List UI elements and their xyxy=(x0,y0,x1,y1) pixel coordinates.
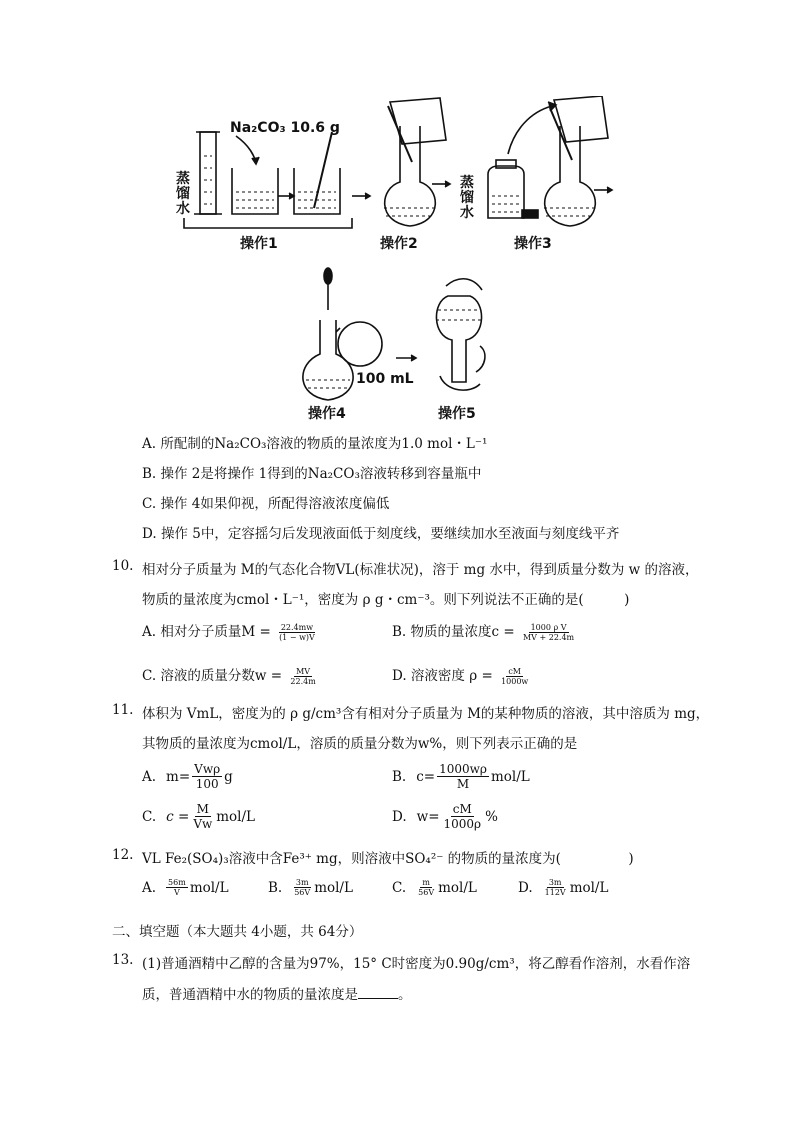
denominator: 56V xyxy=(418,888,435,897)
denominator: 112V xyxy=(544,888,566,897)
magnifier-circle xyxy=(338,322,382,366)
fraction xyxy=(277,623,317,642)
numerator: 3m xyxy=(295,878,309,887)
section-2-heading: 二、填空题（本大题共 4小题，共 64分） xyxy=(112,924,363,940)
denominator: 56V xyxy=(294,888,311,897)
q9-option-d xyxy=(142,522,619,542)
volumetric-flask-5 xyxy=(436,296,481,382)
numerator: 56m xyxy=(168,878,186,887)
answer-blank[interactable] xyxy=(358,987,398,999)
q12-option-d xyxy=(518,878,608,897)
fraction xyxy=(292,878,312,897)
q10-number: 10. xyxy=(112,558,134,574)
na2co3-label: Na₂CO₃ 10.6 g xyxy=(230,120,340,136)
q13-stem-line2 xyxy=(142,983,412,1003)
unit: mol/L xyxy=(438,879,477,896)
q10-option-b xyxy=(392,620,578,642)
numerator: 22.4mw xyxy=(280,623,314,632)
operation-2-label: 操作2 xyxy=(380,236,418,252)
denominator: V xyxy=(174,888,180,897)
denominator: 100 xyxy=(195,777,219,791)
unit: mol/L xyxy=(314,879,353,896)
option-letter: A. xyxy=(142,436,157,452)
q13-end: 。 xyxy=(398,987,412,1003)
option-label: D. 溶液密度 ρ = xyxy=(392,668,493,684)
numerator: M xyxy=(196,802,209,816)
q13-text: 质，普通酒精中水的物质的量浓度是 xyxy=(142,987,358,1003)
experiment-figure xyxy=(170,96,620,426)
graduated-cylinder xyxy=(200,132,216,214)
unit: mol/L xyxy=(216,808,256,825)
numerator: MV xyxy=(296,667,311,676)
numerator: 1000 ρ V xyxy=(530,623,567,632)
q10-stem-line1: 相对分子质量为 M的气态化合物VL(标准状况)，溶于 mg 水中，得到质量分数为 w 的溶液， xyxy=(142,562,699,578)
distilled-water-label-right: 蒸馏水 xyxy=(460,175,474,221)
option-letter: D. xyxy=(142,526,157,542)
denominator: 1000ρ xyxy=(443,817,482,831)
option-letter: D. xyxy=(518,879,533,896)
option-text: 操作 5中，定容摇匀后发现液面低于刻度线，要继续加水至液面与刻度线平齐 xyxy=(160,526,620,542)
q12-option-b xyxy=(268,878,353,897)
operation-3-label: 操作3 xyxy=(514,236,552,252)
q11-number: 11. xyxy=(112,702,134,718)
option-letter: C. xyxy=(142,808,157,825)
option-label: A. 相对分子质量M = xyxy=(142,624,271,640)
formula-lhs: c = xyxy=(166,808,190,825)
option-letter: C. xyxy=(392,879,407,896)
formula-lhs: m= xyxy=(166,768,191,785)
fraction xyxy=(437,762,489,791)
flask-volume-label: 100 mL xyxy=(356,371,414,387)
option-letter: C. xyxy=(142,496,157,512)
unit: mol/L xyxy=(569,879,609,896)
q13-number: 13. xyxy=(112,952,134,968)
denominator: Vw xyxy=(193,817,213,831)
option-text: 操作 4如果仰视，所配得溶液浓度偏低 xyxy=(160,496,390,512)
option-text: 操作 2是将操作 1得到的Na₂CO₃溶液转移到容量瓶中 xyxy=(160,466,482,482)
option-label: C. 溶液的质量分数w = xyxy=(142,668,283,684)
q9-option-b xyxy=(142,462,481,482)
unit: g xyxy=(224,768,233,785)
wash-bottle xyxy=(488,166,524,218)
denominator: MV + 22.4m xyxy=(522,633,575,642)
q11-option-c xyxy=(142,802,255,831)
option-letter: A. xyxy=(142,768,157,785)
numerator: 1000wρ xyxy=(439,762,487,776)
q11-option-a xyxy=(142,762,233,791)
option-letter: B. xyxy=(142,466,157,482)
q9-option-c xyxy=(142,492,389,512)
pouring-beaker-2 xyxy=(390,98,446,144)
option-letter: D. xyxy=(392,808,407,825)
fraction xyxy=(192,762,222,791)
beaker-1 xyxy=(232,168,278,214)
denominator: (1 − w)V xyxy=(279,633,315,642)
q12-stem: VL Fe₂(SO₄)₃溶液中含Fe³⁺ mg，则溶液中SO₄²⁻ 的物质的量浓度为( ) xyxy=(142,851,634,867)
numerator: cM xyxy=(452,802,472,816)
numerator: Vwρ xyxy=(194,762,221,776)
option-letter: A. xyxy=(142,879,157,896)
numerator: cM xyxy=(508,667,521,676)
formula-lhs: w= xyxy=(416,808,440,825)
unit: mol/L xyxy=(189,879,229,896)
fraction xyxy=(499,667,530,686)
option-letter: B. xyxy=(268,879,283,896)
q11-stem-line1: 体积为 VmL，密度为的 ρ g/cm³含有相对分子质量为 M的某种物质的溶液，其中溶质为 mg， xyxy=(142,706,710,722)
q13-stem-line1: (1)普通酒精中乙醇的含量为97%，15° C时密度为0.90g/cm³，将乙醇看作溶剂，水看作溶 xyxy=(142,956,691,972)
q10-stem-line2: 物质的量浓度为cmol・L⁻¹，密度为 ρ g・cm⁻³。则下列说法不正确的是( ) xyxy=(142,592,630,608)
q12-number: 12. xyxy=(112,847,134,863)
dropper-bulb xyxy=(324,268,332,284)
q11-stem-line2: 其物质的量浓度为cmol/L，溶质的质量分数为w%，则下列表示正确的是 xyxy=(142,736,578,752)
unit: mol/L xyxy=(490,768,530,785)
denominator: 1000w xyxy=(501,677,529,686)
denominator: M xyxy=(456,777,470,791)
q9-option-a xyxy=(142,432,487,452)
q10-option-d xyxy=(392,664,532,686)
q11-option-d xyxy=(392,802,498,831)
formula-lhs: c= xyxy=(416,768,436,785)
option-label: B. 物质的量浓度c = xyxy=(392,624,515,640)
operation-1-label: 操作1 xyxy=(240,236,278,252)
option-text: 所配制的Na₂CO₃溶液的物质的量浓度为1.0 mol・L⁻¹ xyxy=(160,436,488,452)
operation-4-label: 操作4 xyxy=(308,406,346,422)
numerator: m xyxy=(422,878,430,887)
q12-option-c xyxy=(392,878,477,897)
operation-5-label: 操作5 xyxy=(438,406,476,422)
fraction xyxy=(191,802,214,831)
fraction xyxy=(416,878,436,897)
fraction xyxy=(442,802,484,831)
fraction xyxy=(521,623,576,642)
distilled-water-label-left: 蒸馏水 xyxy=(176,171,190,217)
unit: % xyxy=(485,808,498,825)
fraction xyxy=(543,878,568,897)
fraction xyxy=(288,667,317,686)
denominator: 22.4m xyxy=(290,677,316,686)
q12-option-a xyxy=(142,878,229,897)
fraction xyxy=(166,878,188,897)
numerator: 3m xyxy=(548,878,562,887)
q10-option-a xyxy=(142,620,319,642)
q11-option-b xyxy=(392,762,530,791)
option-letter: B. xyxy=(392,768,407,785)
q10-option-c xyxy=(142,664,320,686)
